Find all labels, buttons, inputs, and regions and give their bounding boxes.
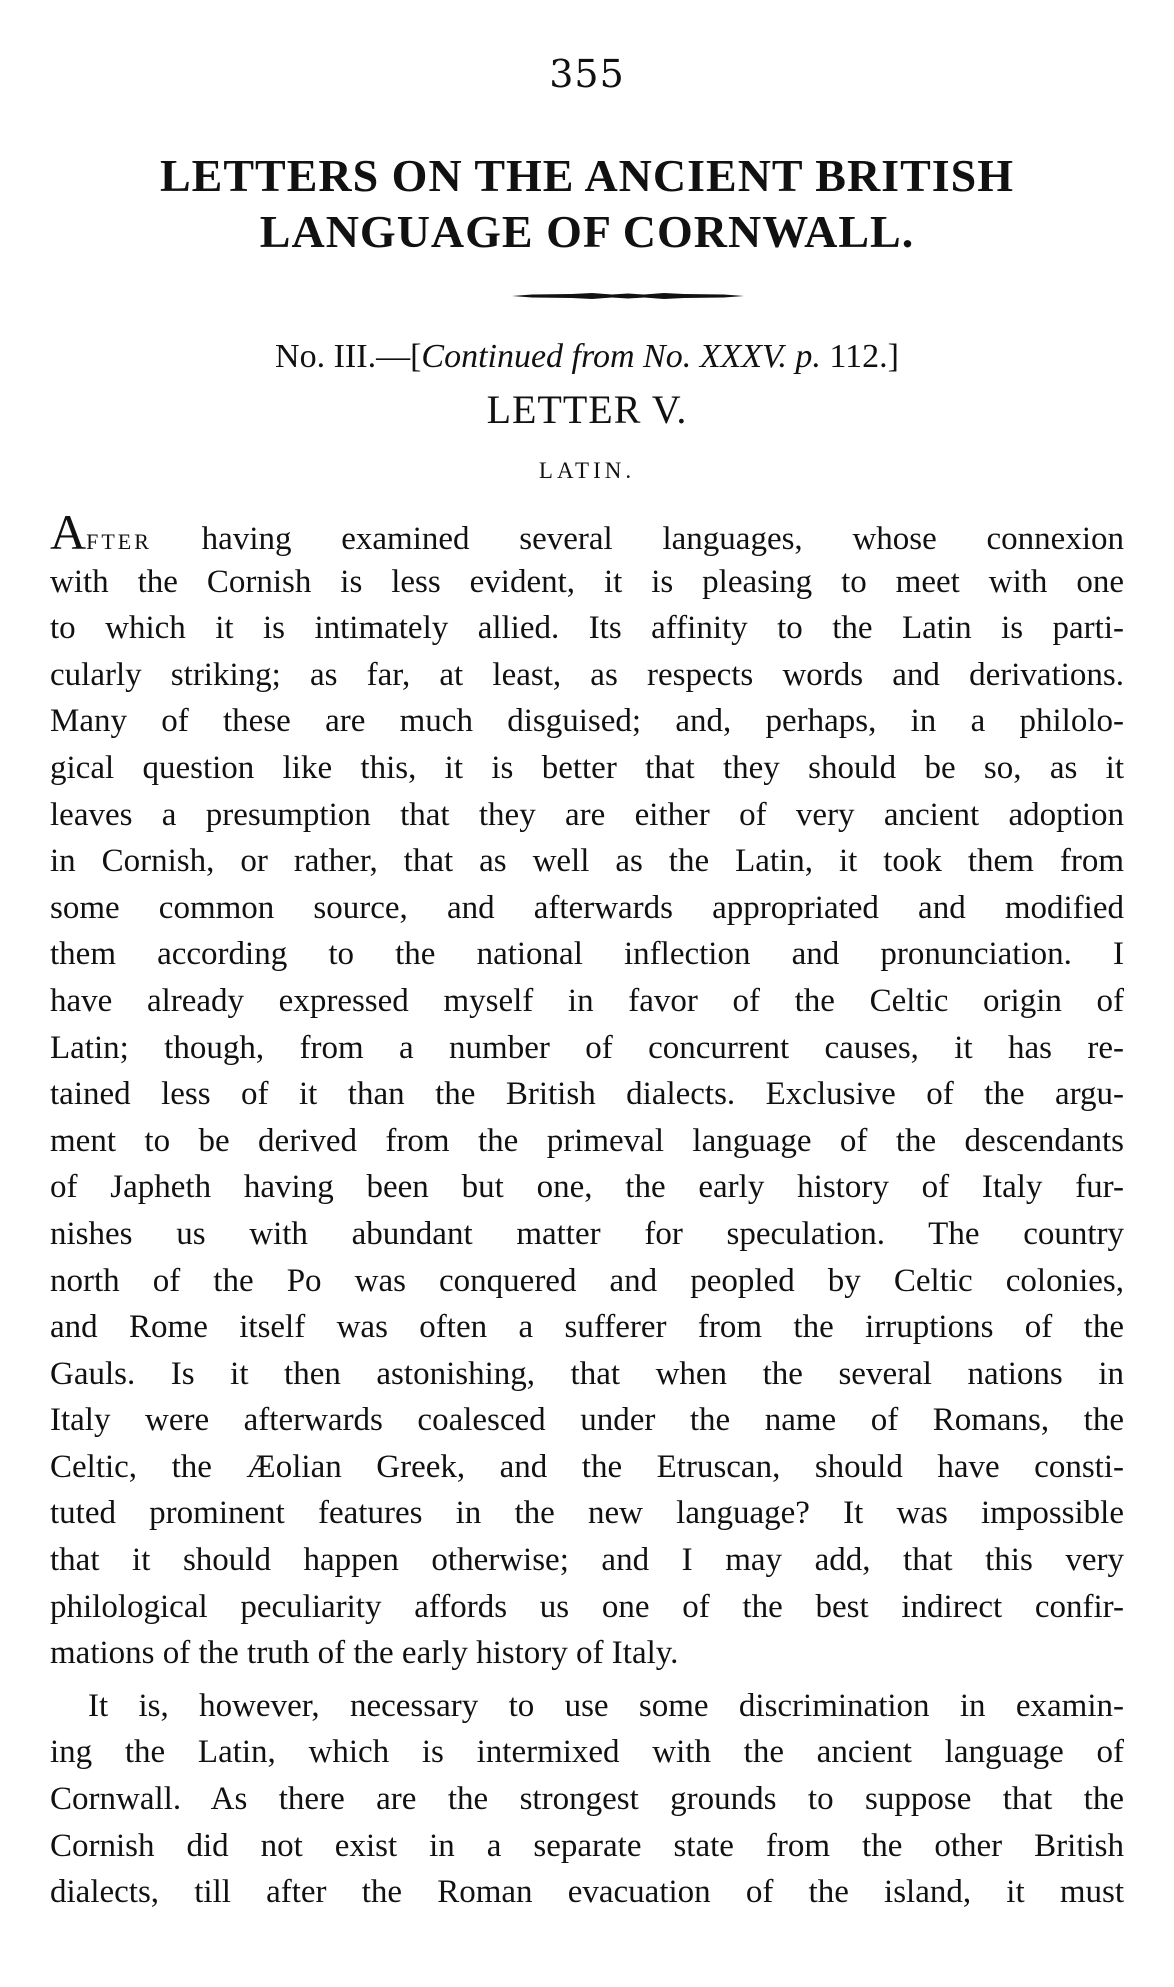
series-reference: [50, 338, 1124, 376]
article-title-line-2: LANGUAGE OF CORNWALL.: [259, 206, 915, 257]
text-line: leaves a presumption that they are either of very ancient adoption: [50, 796, 1124, 833]
text-line: and Rome itself was often a sufferer from the irruptions of the: [50, 1309, 1124, 1346]
article-title-line-1: LETTERS ON THE ANCIENT BRITISH: [159, 150, 1015, 201]
text-line: in Cornish, or rather, that as well as the Latin, it took them from: [50, 843, 1124, 880]
paragraph-1: [50, 504, 1124, 1677]
text-line: Celtic, the Æolian Greek, and the Etruscan, should have consti-: [50, 1448, 1124, 1485]
text-line: ing the Latin, which is intermixed with the ancient language of: [50, 1734, 1124, 1771]
text-line: Cornish did not exist in a separate state from the other British: [50, 1827, 1124, 1864]
letter-heading: LETTER V.: [486, 387, 688, 432]
text-line: them according to the national inflection and pronunciation. I: [50, 936, 1124, 973]
ornamental-rule: [512, 293, 744, 299]
text-line: philological peculiarity affords us one of the best indirect confir-: [50, 1588, 1124, 1625]
text-line: Cornwall. As there are the strongest grounds to suppose that the: [50, 1781, 1124, 1818]
text-line: cularly striking; as far, at least, as respects words and derivations.: [50, 656, 1124, 693]
text-line: north of the Po was conquered and peopled by Celtic colonies,: [50, 1262, 1124, 1299]
text-line: Latin; though, from a number of concurrent causes, it has re-: [50, 1029, 1124, 1066]
text-line: gical question like this, it is better that they should be so, as it: [50, 749, 1124, 786]
first-line-text: having examined several languages, whose connexion: [151, 521, 1124, 557]
text-line: ment to be derived from the primeval language of the descendants: [50, 1122, 1124, 1159]
small-caps-opening: FTER: [86, 529, 152, 554]
text-line: Italy were afterwards coalesced under the name of Romans, the: [50, 1402, 1124, 1439]
page-number: 355: [549, 52, 625, 96]
text-line: nishes us with abundant matter for speculation. The country: [50, 1215, 1124, 1252]
series-prefix: No. III.—[: [275, 338, 422, 375]
text-line: Many of these are much disguised; and, perhaps, in a philolo-: [50, 703, 1124, 740]
text-line: with the Cornish is less evident, it is pleasing to meet with one: [50, 563, 1124, 600]
text-line: [50, 504, 1124, 560]
paragraph-2: [50, 1683, 1124, 1916]
text-line: Gauls. Is it then astonishing, that when the several nations in: [50, 1355, 1124, 1392]
text-line: dialects, till after the Roman evacuation of the island, it must: [50, 1874, 1124, 1911]
section-heading: LATIN.: [538, 458, 636, 483]
text-line: tained less of it than the British dialects. Exclusive of the argu-: [50, 1076, 1124, 1113]
text-line: to which it is intimately allied. Its affinity to the Latin is parti-: [50, 610, 1124, 647]
text-line: of Japheth having been but one, the early history of Italy fur-: [50, 1169, 1124, 1206]
body-text: [50, 504, 1124, 1916]
text-line: have already expressed myself in favor of the Celtic origin of: [50, 982, 1124, 1019]
text-line: that it should happen otherwise; and I may add, that this very: [50, 1542, 1124, 1579]
series-suffix: 112.]: [820, 338, 899, 375]
drop-cap: A: [50, 504, 87, 560]
text-line: some common source, and afterwards appropriated and modified: [50, 889, 1124, 926]
article-title: [50, 148, 1124, 260]
text-line: tuted prominent features in the new language? It was impossible: [50, 1495, 1124, 1532]
text-line: It is, however, necessary to use some discrimination in examin-: [88, 1687, 1124, 1724]
text-line: mations of the truth of the early history of Italy.: [50, 1635, 679, 1672]
series-continued-note: Continued from No. XXXV. p.: [421, 338, 821, 375]
